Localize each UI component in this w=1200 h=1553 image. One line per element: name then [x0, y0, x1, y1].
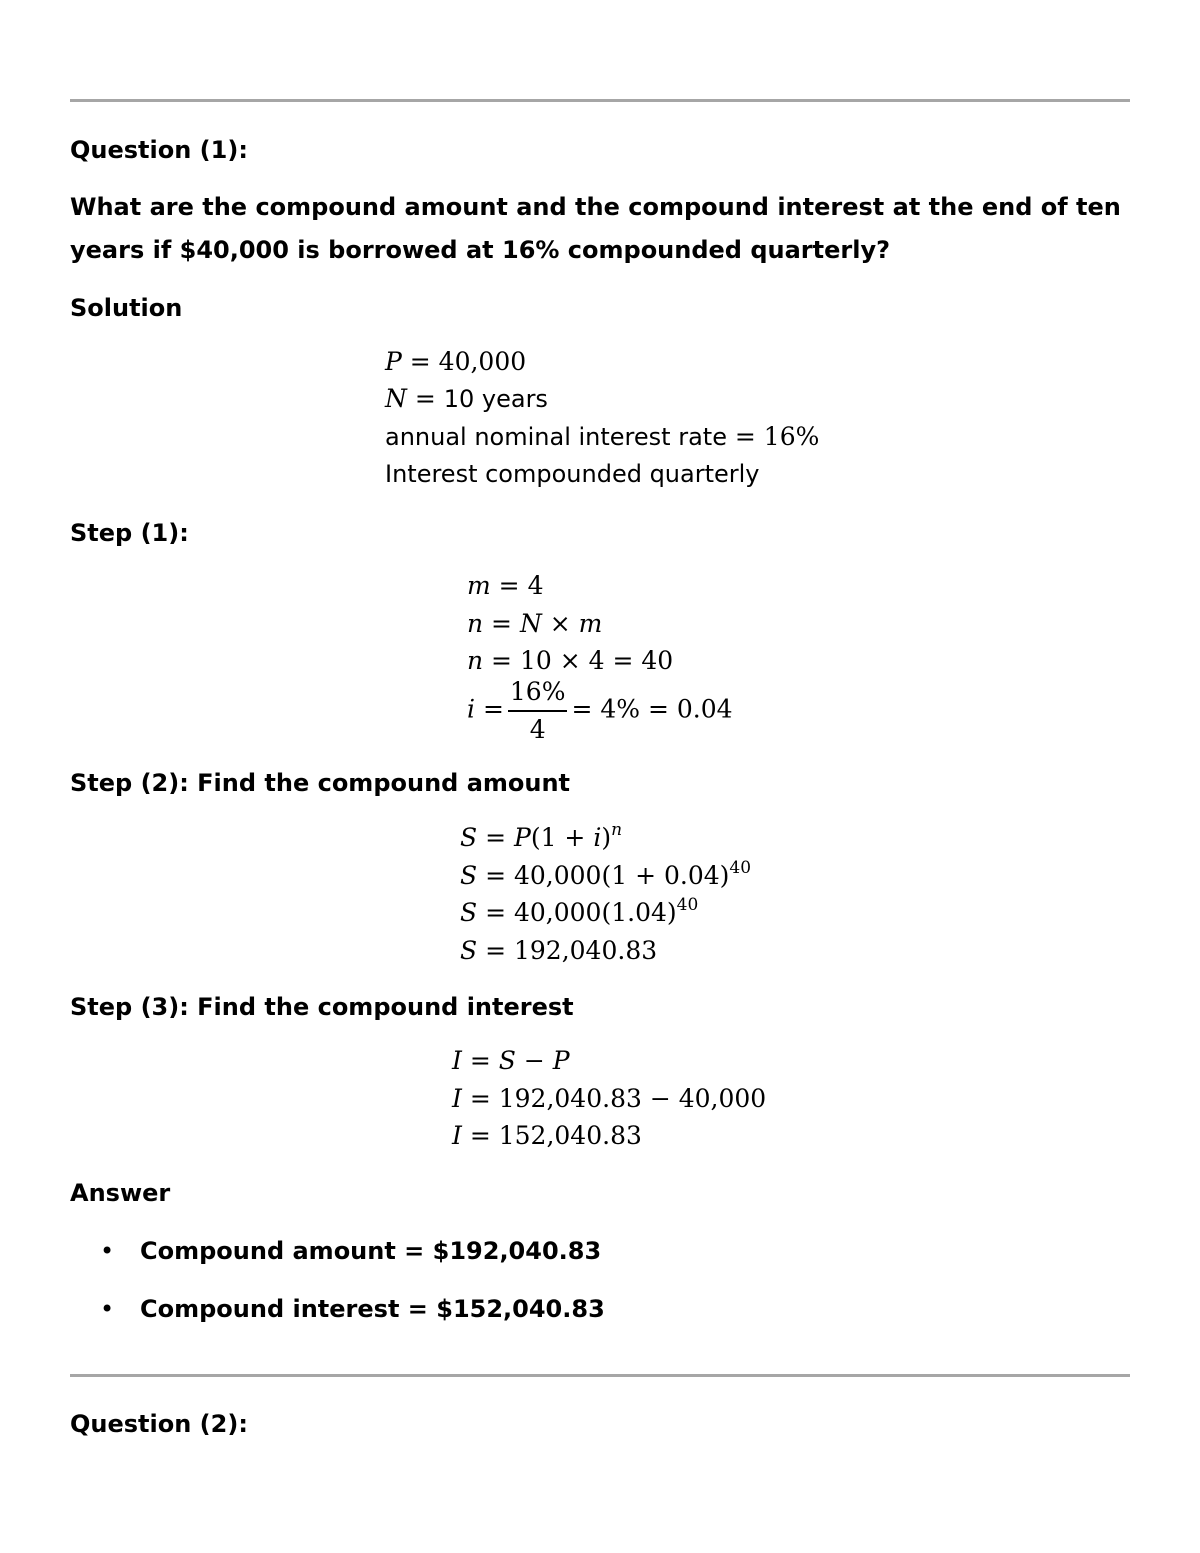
substitution-exponent: 40 — [729, 858, 752, 878]
step-1-i: i = $\frac{16\%}{4}$ = 4% = 0.04 — [467, 677, 733, 744]
principal-value: 40,000 — [438, 347, 527, 376]
step-2-simplified: $S = 40,000(1.04)^{40}$ — [460, 895, 699, 927]
fraction-denominator: 4 — [529, 715, 546, 744]
var-n: n — [467, 609, 484, 638]
simplified-exponent: 40 — [676, 895, 699, 915]
question-1-heading: Question (1): — [70, 136, 248, 164]
step-3-label: Step (3): Find the compound interest — [70, 993, 574, 1021]
given-years: N = 10 years — [385, 384, 548, 413]
substitution-base: 40,000(1 + 0.04) — [513, 861, 730, 890]
step-2-label: Step (2): Find the compound amount — [70, 769, 571, 797]
bullet-icon: • — [100, 1237, 115, 1265]
step-2-formula: $S = P(1 + i)^n$ — [460, 820, 623, 852]
step-3-result: I = 152,040.83 — [452, 1121, 642, 1150]
years-value: 10 years — [443, 385, 548, 413]
solution-label: Solution — [70, 294, 183, 322]
var-n: n — [467, 646, 484, 675]
answer-item — [100, 1294, 605, 1324]
bullet-icon: • — [100, 1295, 115, 1323]
interest-substitution: 192,040.83 − 40,000 — [498, 1084, 767, 1113]
compound-amount-value: 192,040.83 — [513, 936, 658, 965]
step-1-n-formula: n = N × m — [467, 609, 603, 638]
var-n-upper: N — [519, 609, 542, 638]
answer-label: Answer — [70, 1179, 171, 1207]
step-1-n-value: n = 10 × 4 = 40 — [467, 646, 674, 675]
i-result: 4% = 0.04 — [600, 694, 733, 724]
divider-bottom — [70, 1374, 1130, 1377]
given-compounding — [385, 459, 760, 489]
question-2-heading: Question (2): — [70, 1410, 248, 1438]
step-3-formula: I = S − P — [452, 1046, 570, 1075]
answer-item — [100, 1236, 601, 1266]
var-m: m — [578, 609, 603, 638]
question-1-text: What are the compound amount and the compound interest at the end of ten years if $40,000 is borrowed at 16% compounded quarterly? — [70, 193, 1121, 264]
given-principal: P = 40,000 — [385, 347, 527, 376]
compound-interest-value: 152,040.83 — [498, 1121, 642, 1150]
answer-item-text: Compound interest = $152,040.83 — [140, 1295, 605, 1323]
divider-top — [70, 99, 1130, 102]
n-value: 10 × 4 = 40 — [519, 646, 674, 675]
simplified-base: 40,000(1.04) — [513, 898, 677, 927]
exponent-n: n — [611, 820, 623, 840]
rate-value: 16% — [763, 422, 820, 451]
step-3-substitution: I = 192,040.83 − 40,000 — [452, 1084, 767, 1113]
fraction-numerator: 16% — [508, 678, 568, 712]
step-2-result: S = 192,040.83 — [460, 936, 658, 965]
var-i: i — [467, 694, 475, 724]
var-p: P — [385, 347, 402, 376]
fraction — [508, 678, 568, 744]
answer-item-text: Compound amount = $192,040.83 — [140, 1237, 602, 1265]
step-1-m: m = 4 — [467, 571, 544, 600]
compounding-text: Interest compounded quarterly — [385, 460, 760, 488]
step-1-label: Step (1): — [70, 519, 189, 547]
step-2-substitution: $S = 40,000(1 + 0.04)^{40}$ — [460, 858, 752, 890]
m-value: 4 — [527, 571, 544, 600]
var-n-upper: N — [385, 384, 407, 413]
rate-label: annual nominal interest rate — [385, 423, 727, 451]
given-rate: annual nominal interest rate = 16% — [385, 422, 820, 451]
var-m: m — [467, 571, 491, 600]
